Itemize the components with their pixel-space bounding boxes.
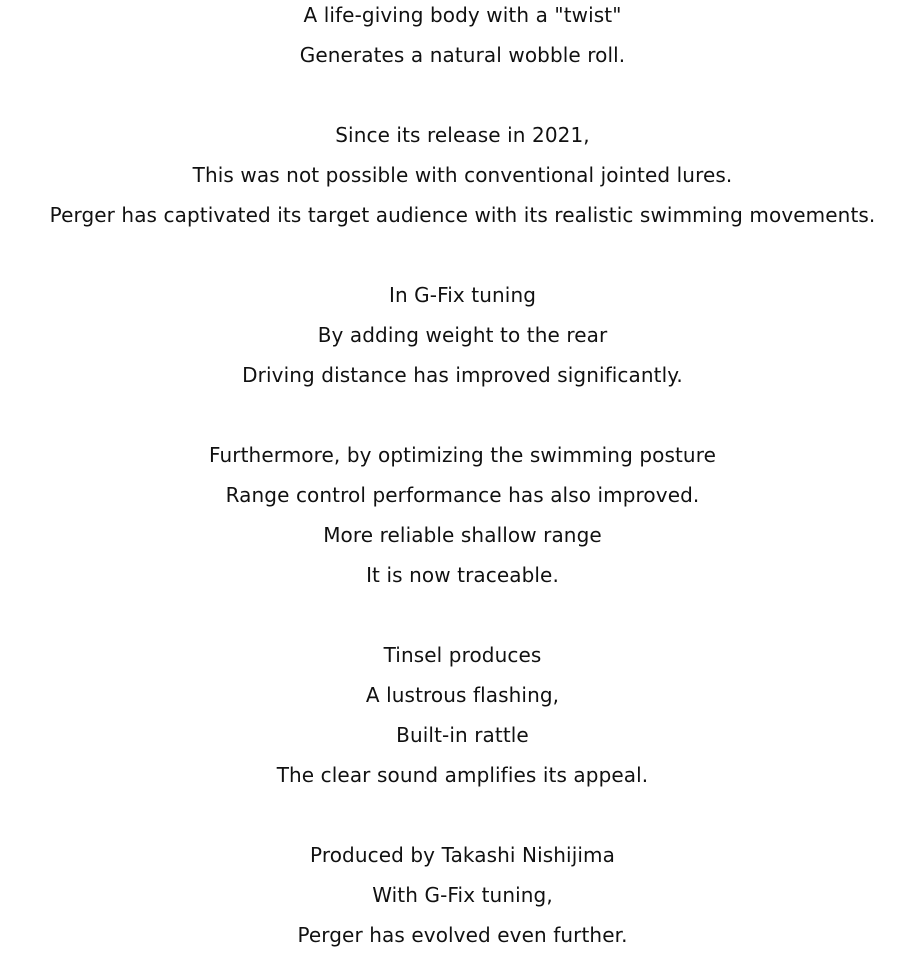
paragraph-5-line-1: Tinsel produces [383, 643, 542, 667]
paragraph-6-line-3: Perger has evolved even further. [297, 923, 628, 947]
paragraph-2-line-1: Since its release in 2021, [335, 123, 590, 147]
paragraph-6-line-1: Produced by Takashi Nishijima [310, 843, 615, 867]
paragraph-2-line-2: This was not possible with conventional jointed lures. [192, 163, 733, 187]
paragraph-4-line-2: Range control performance has also improved. [225, 483, 700, 507]
paragraph-5-line-4: The clear sound amplifies its appeal. [276, 763, 649, 787]
paragraph-2-line-3: Perger has captivated its target audience with its realistic swimming movements. [49, 203, 876, 227]
paragraph-4-line-4: It is now traceable. [366, 563, 559, 587]
paragraph-5-line-3: Built-in rattle [396, 723, 529, 747]
paragraph-1-line-1: A life-giving body with a "twist" [303, 3, 622, 27]
paragraph-4-line-1: Furthermore, by optimizing the swimming posture [209, 443, 716, 467]
paragraph-6-line-2: With G-Fix tuning, [372, 883, 553, 907]
paragraph-3-line-1: In G-Fix tuning [388, 283, 537, 307]
paragraph-1-line-2: Generates a natural wobble roll. [299, 43, 626, 67]
paragraph-3-line-3: Driving distance has improved significantly. [242, 363, 683, 387]
paragraph-4-line-3: More reliable shallow range [323, 523, 602, 547]
paragraph-3-line-2: By adding weight to the rear [317, 323, 608, 347]
paragraph-5-line-2: A lustrous flashing, [365, 683, 560, 707]
